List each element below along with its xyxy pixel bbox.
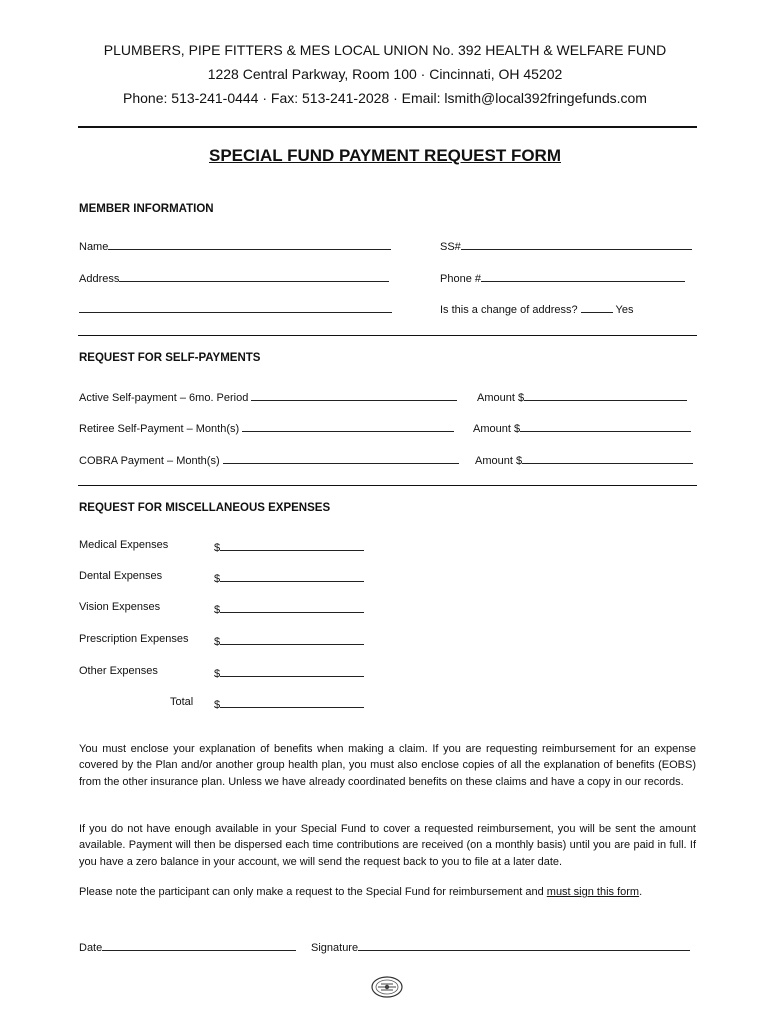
- vision-expenses-label: Vision Expenses: [79, 601, 161, 613]
- change-of-address-field[interactable]: [440, 301, 633, 316]
- retiree-amount-label: Amount $: [473, 423, 521, 435]
- address-line[interactable]: [119, 270, 389, 282]
- divider-2: [78, 485, 697, 486]
- retiree-amount-line[interactable]: [520, 420, 691, 432]
- eob-instructions-paragraph: You must enclose your explanation of benefits when making a claim. If you are requesting reimbursement for an expense covered by the Plan and/or another group health plan, you must also enclose copies of all the explanation of benefits (EOBS) from the other insurance plan. Unless we have already coordinated benefits on these claims and have a copy in our records.: [79, 743, 696, 788]
- medical-amount-line[interactable]: [220, 539, 364, 551]
- divider-1: [78, 335, 697, 336]
- vision-expenses-field[interactable]: [214, 601, 364, 616]
- date-label: Date: [79, 942, 103, 954]
- currency-symbol: $: [214, 604, 221, 616]
- form-title: SPECIAL FUND PAYMENT REQUEST FORM: [209, 146, 561, 165]
- dental-expenses-label: Dental Expenses: [79, 570, 163, 582]
- signature-label: Signature: [311, 942, 359, 954]
- signature-note-end: .: [639, 886, 643, 898]
- self-payments-heading: REQUEST FOR SELF-PAYMENTS: [79, 352, 261, 364]
- signature-note-text: Please note the participant can only make a request to the Special Fund for reimbursement and: [79, 886, 547, 898]
- phone-field[interactable]: [440, 270, 685, 285]
- name-line[interactable]: [108, 238, 391, 250]
- active-self-payment-field[interactable]: [79, 389, 457, 404]
- active-self-payment-label: Active Self-payment – 6mo. Period: [79, 392, 249, 404]
- retiree-months-line[interactable]: [242, 420, 454, 432]
- phone-line[interactable]: [481, 270, 685, 282]
- retiree-self-payment-label: Retiree Self-Payment – Month(s): [79, 423, 240, 435]
- currency-symbol: $: [214, 668, 221, 680]
- prescription-amount-line[interactable]: [220, 633, 364, 645]
- signature-line[interactable]: [358, 939, 690, 951]
- currency-symbol: $: [214, 699, 221, 711]
- org-address: 1228 Central Parkway, Room 100 · Cincinnati, OH 45202: [207, 66, 563, 82]
- member-info-heading: MEMBER INFORMATION: [79, 203, 214, 215]
- phone-label: Phone #: [440, 273, 481, 285]
- prescription-expenses-label: Prescription Expenses: [79, 633, 189, 645]
- header-divider: [78, 126, 697, 128]
- ss-field[interactable]: [440, 238, 692, 253]
- name-field[interactable]: [79, 238, 391, 253]
- cobra-amount-label: Amount $: [475, 455, 523, 467]
- must-sign-emphasis: must sign this form: [546, 886, 640, 898]
- cobra-months-line[interactable]: [223, 452, 459, 464]
- cobra-payment-field[interactable]: [79, 452, 459, 467]
- address-line-2-field[interactable]: [79, 301, 392, 316]
- misc-expenses-heading: REQUEST FOR MISCELLANEOUS EXPENSES: [79, 502, 331, 514]
- change-address-line[interactable]: [581, 301, 613, 313]
- prescription-expenses-field[interactable]: [214, 633, 364, 648]
- total-field[interactable]: [214, 696, 364, 711]
- total-amount-line[interactable]: [220, 696, 364, 708]
- currency-symbol: $: [214, 573, 221, 585]
- partial-payment-paragraph: If you do not have enough available in your Special Fund to cover a requested reimbursement, you will be sent the amount available. Payment will then be dispersed each time contributions are received (on a monthly basis) until you are paid in full. If you have a zero balance in your account, we will send the request back to you to file at a later date.: [79, 823, 696, 868]
- medical-expenses-field[interactable]: [214, 539, 364, 554]
- change-address-label: Is this a change of address?: [440, 304, 578, 316]
- signature-note-paragraph: [79, 884, 696, 900]
- cobra-amount-line[interactable]: [522, 452, 693, 464]
- ss-label: SS#: [440, 241, 461, 253]
- medical-expenses-label: Medical Expenses: [79, 539, 169, 551]
- dental-amount-line[interactable]: [220, 570, 364, 582]
- total-label: Total: [170, 696, 194, 708]
- active-amount-label: Amount $: [477, 392, 525, 404]
- cobra-payment-label: COBRA Payment – Month(s): [79, 455, 220, 467]
- date-field[interactable]: [79, 939, 296, 954]
- other-amount-line[interactable]: [220, 665, 364, 677]
- other-expenses-label: Other Expenses: [79, 665, 158, 677]
- active-amount-line[interactable]: [524, 389, 687, 401]
- name-label: Name: [79, 241, 109, 253]
- cobra-amount-field[interactable]: [475, 452, 693, 467]
- signature-field[interactable]: [311, 939, 690, 954]
- address-field[interactable]: [79, 270, 389, 285]
- retiree-self-payment-field[interactable]: [79, 420, 454, 435]
- other-expenses-field[interactable]: [214, 665, 364, 680]
- active-period-line[interactable]: [251, 389, 457, 401]
- address-line-2[interactable]: [79, 301, 392, 313]
- ss-line[interactable]: [461, 238, 692, 250]
- active-amount-field[interactable]: [477, 389, 687, 404]
- dental-expenses-field[interactable]: [214, 570, 364, 585]
- union-seal-icon: [371, 976, 403, 998]
- address-label: Address: [79, 273, 120, 285]
- currency-symbol: $: [214, 542, 221, 554]
- retiree-amount-field[interactable]: [473, 420, 691, 435]
- currency-symbol: $: [214, 636, 221, 648]
- org-name: PLUMBERS, PIPE FITTERS & MES LOCAL UNION No. 392 HEALTH & WELFARE FUND: [103, 42, 667, 58]
- date-line[interactable]: [102, 939, 296, 951]
- org-contact: Phone: 513-241-0444 · Fax: 513-241-2028 · Email: lsmith@local392fringefunds.com: [123, 90, 647, 106]
- yes-label: Yes: [615, 304, 634, 316]
- vision-amount-line[interactable]: [220, 601, 364, 613]
